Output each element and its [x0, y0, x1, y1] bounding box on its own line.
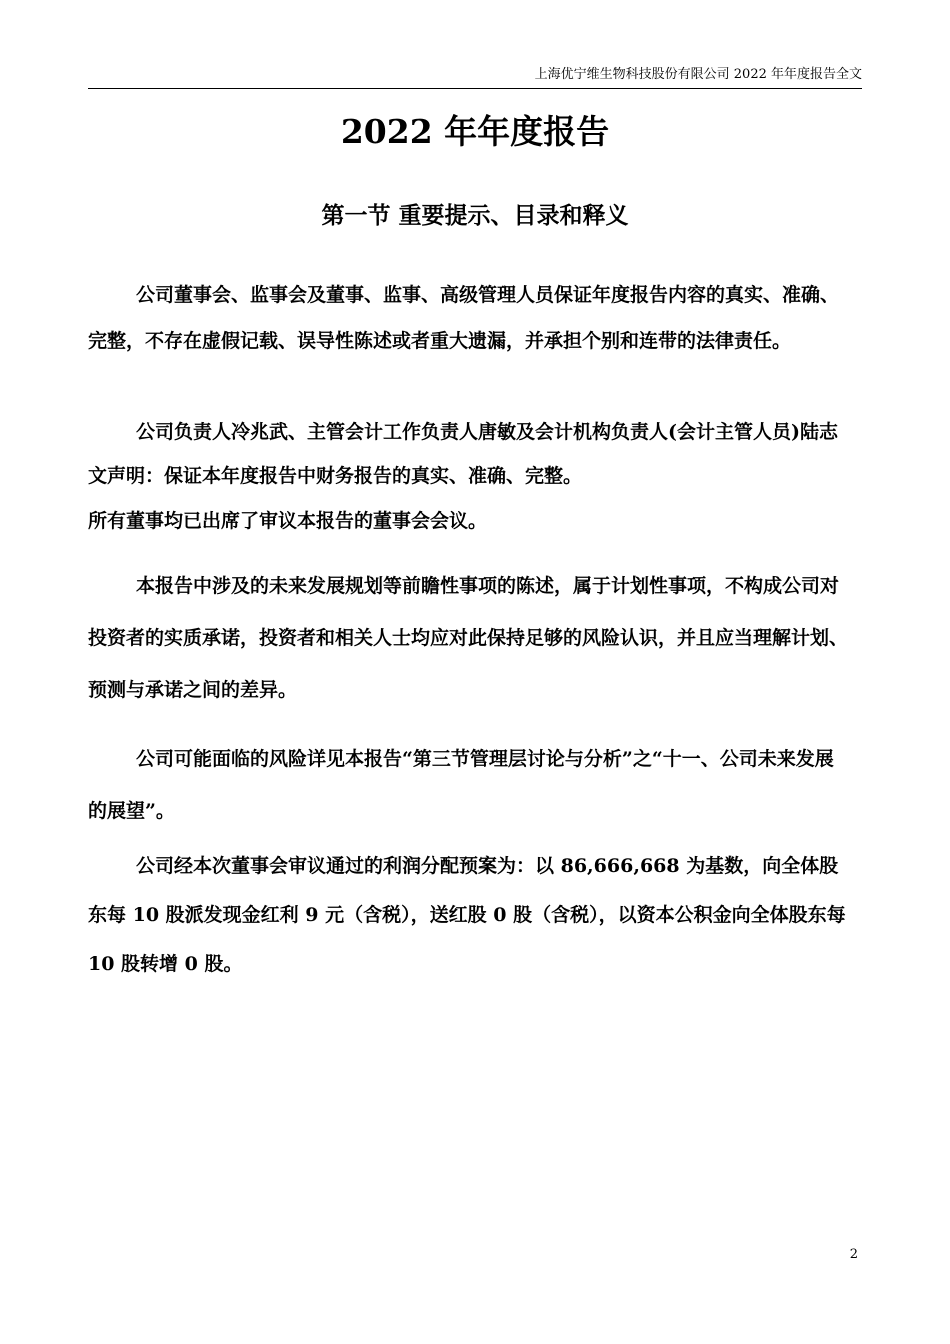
paragraph-responsible-persons: 公司负责人冷兆武、主管会计工作负责人唐敏及会计机构负责人(会计主管人员)陆志文声明：保证本年度报告中财务报告的真实、准确、完整。: [88, 421, 838, 487]
paragraph-board-guarantee: 公司董事会、监事会及董事、监事、高级管理人员保证年度报告内容的真实、准确、完整，不存在虚假记载、误导性陈述或者重大遗漏，并承担个别和连带的法律责任。: [88, 284, 840, 352]
paragraph-risk-reference: 公司可能面临的风险详见本报告“第三节管理层讨论与分析”之“十一、公司未来发展的展望”。: [88, 748, 834, 822]
page-number: 2: [849, 1247, 858, 1262]
paragraph-profit-distribution: 公司经本次董事会审议通过的利润分配预案为：以 86,666,668 为基数，向全体股东每 10 股派发现金红利 9 元（含税），送红股 0 股（含税），以资本公积金向全体股东每 10 股转增 0 股。: [88, 855, 846, 975]
paragraph-directors-attendance: 所有董事均已出席了审议本报告的董事会会议。: [88, 510, 488, 532]
running-header: 上海优宁维生物科技股份有限公司 2022 年年度报告全文: [88, 66, 862, 89]
section-title: 第一节 重要提示、目录和释义: [321, 202, 629, 229]
paragraph-forward-looking: 本报告中涉及的未来发展规划等前瞻性事项的陈述，属于计划性事项，不构成公司对投资者的实质承诺，投资者和相关人士均应对此保持足够的风险认识，并且应当理解计划、预测与承诺之间的差异。: [88, 575, 849, 701]
report-title: 2022 年年度报告: [340, 112, 610, 151]
